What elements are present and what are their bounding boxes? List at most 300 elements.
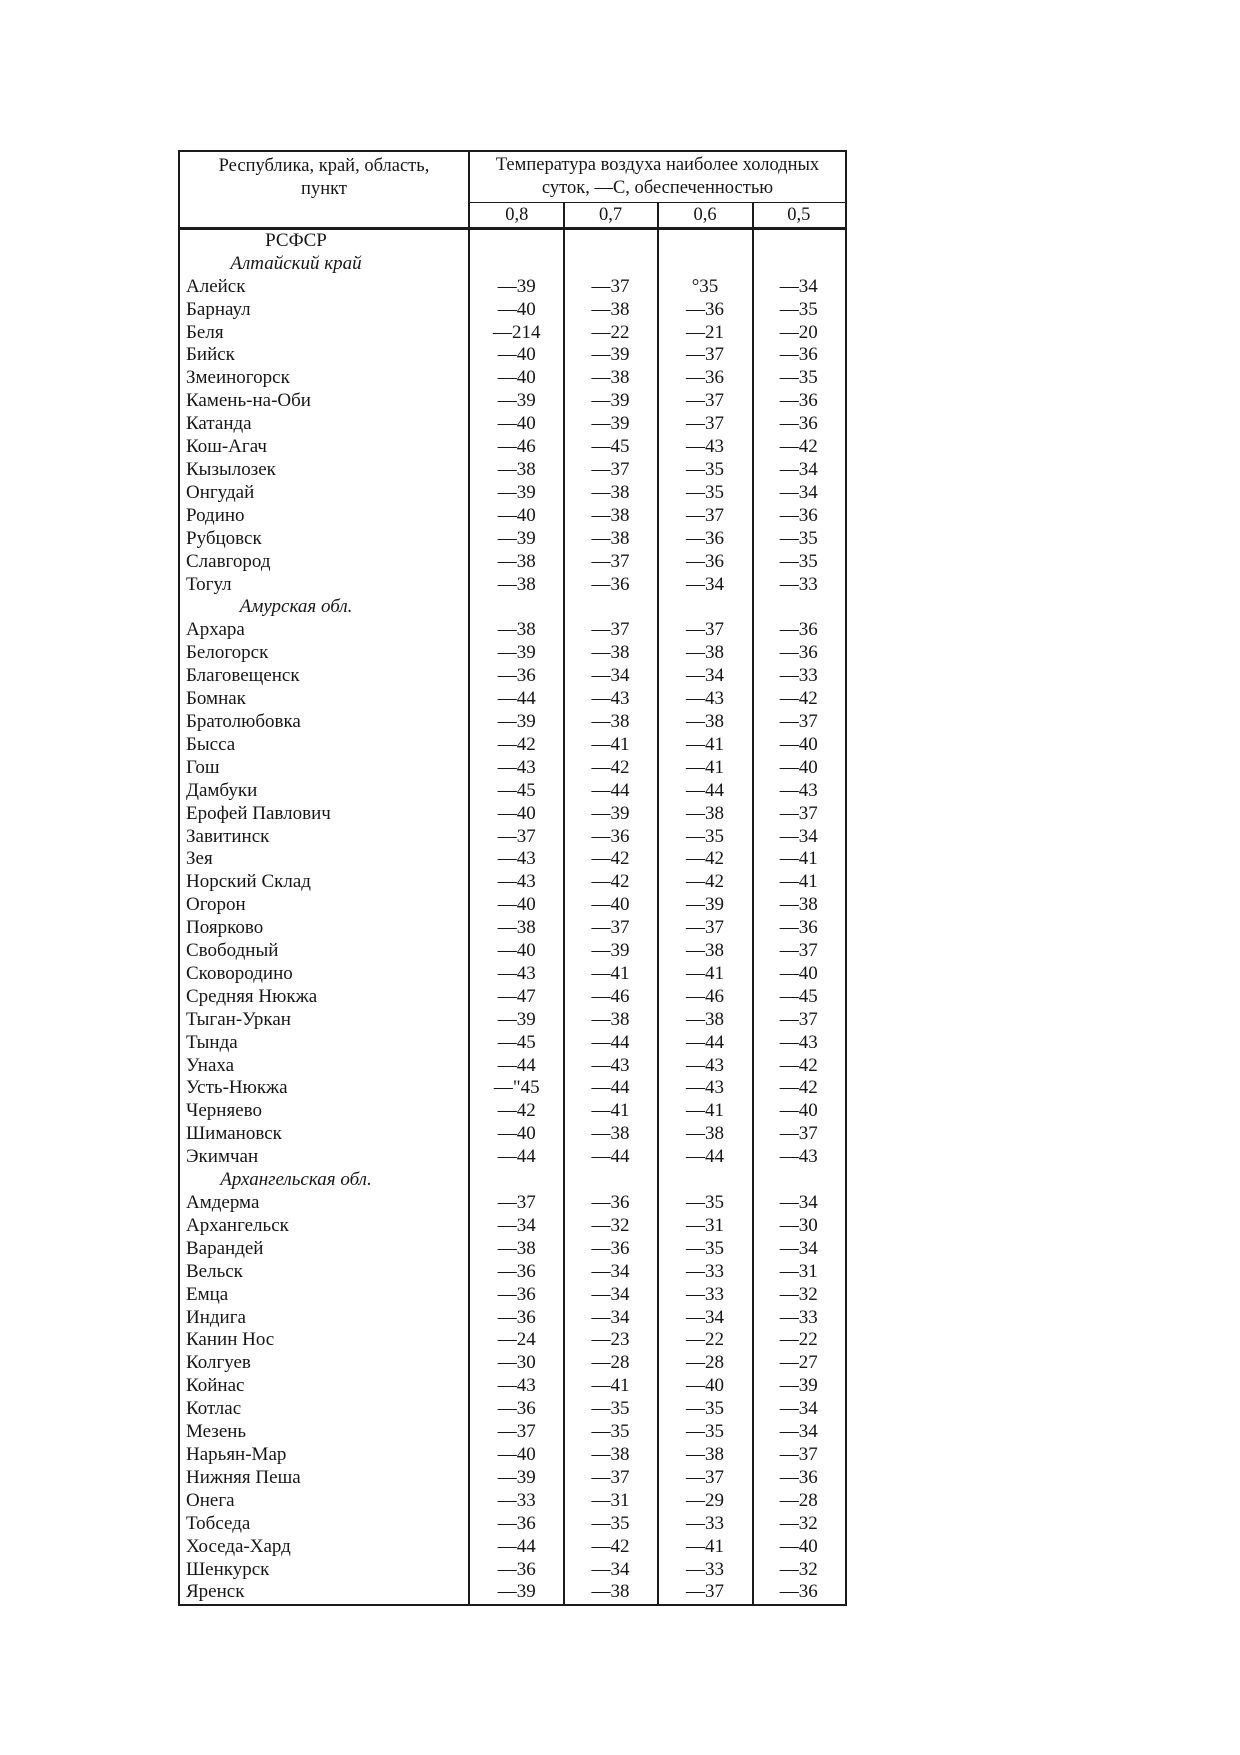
temp-value-0_5: —40: [779, 756, 818, 778]
temp-value-0_8: —36: [497, 1306, 536, 1328]
temp-value-0_5: —40: [779, 962, 818, 984]
temp-value-0_7: —43: [591, 688, 630, 710]
temp-value-0_6: —37: [686, 504, 724, 526]
table-row: [180, 367, 845, 390]
station-name: Тыган-Уркан: [186, 1008, 291, 1030]
temp-value-0_6: —34: [686, 665, 724, 687]
temp-value-0_8: —36: [497, 1398, 536, 1420]
group-label: Алтайский край: [230, 252, 362, 274]
station-name: Дамбуки: [186, 779, 258, 801]
column-header-temperature-line1: Температура воздуха наиболее холодных: [495, 155, 820, 175]
temp-value-0_7: —31: [591, 1489, 630, 1511]
temp-value-0_8: —44: [497, 1535, 536, 1557]
temp-value-0_8: —39: [497, 1581, 536, 1603]
temp-value-0_5: —27: [779, 1352, 818, 1374]
temp-value-0_5: —45: [779, 985, 818, 1007]
table-row: [180, 504, 845, 527]
temp-value-0_5: —37: [779, 802, 818, 824]
temp-value-0_6: °35: [691, 275, 719, 297]
temp-value-0_8: —43: [497, 848, 536, 870]
table-row: [180, 1054, 845, 1077]
table-row: [180, 642, 845, 665]
table-row: [180, 1535, 845, 1558]
station-name: Вельск: [186, 1260, 243, 1282]
temp-value-0_7: —44: [591, 1077, 630, 1099]
station-name: Колгуев: [186, 1352, 251, 1374]
table-row: [180, 825, 845, 848]
temp-value-0_7: —38: [591, 1123, 630, 1145]
table-row: [180, 1466, 845, 1489]
temp-value-0_7: —39: [591, 413, 630, 435]
temp-value-0_5: —37: [779, 1123, 818, 1145]
table-row: [180, 1146, 845, 1169]
subsection-row: [180, 1169, 845, 1192]
temp-value-0_8: —40: [497, 413, 536, 435]
temp-value-0_7: —37: [591, 619, 630, 641]
temp-value-0_6: —29: [686, 1489, 724, 1511]
table-row: [180, 1421, 845, 1444]
temp-value-0_5: —34: [779, 275, 818, 297]
temp-value-0_8: —40: [497, 344, 536, 366]
table-row: [180, 1581, 845, 1604]
temp-value-0_6: —38: [686, 642, 724, 664]
temp-value-0_6: —28: [686, 1352, 724, 1374]
station-name: Нижняя Пеша: [186, 1466, 301, 1488]
temp-value-0_8: —39: [497, 642, 536, 664]
table-row: [180, 1192, 845, 1215]
temp-value-0_7: —36: [591, 1237, 630, 1259]
temp-value-0_7: —39: [591, 940, 630, 962]
table-row: [180, 733, 845, 756]
temp-value-0_7: —38: [591, 367, 630, 389]
temp-value-0_8: —43: [497, 1375, 536, 1397]
table-row: [180, 1512, 845, 1535]
temp-value-0_7: —36: [591, 1192, 630, 1214]
temp-value-0_8: —37: [497, 825, 536, 847]
station-name: Черняево: [186, 1100, 262, 1122]
temp-value-0_8: —38: [497, 619, 536, 641]
temp-value-0_6: —31: [686, 1214, 724, 1236]
temp-value-0_5: —36: [779, 642, 818, 664]
station-name: Змеиногорск: [186, 367, 290, 389]
temp-value-0_6: —41: [686, 962, 724, 984]
station-name: Шимановск: [186, 1123, 282, 1145]
temp-value-0_8: —24: [497, 1329, 536, 1351]
temp-value-0_6: —35: [686, 825, 724, 847]
temp-value-0_6: —37: [686, 1581, 724, 1603]
table-row: [180, 894, 845, 917]
temp-value-0_8: —39: [497, 481, 536, 503]
temp-value-0_7: —38: [591, 710, 630, 732]
temp-value-0_6: —41: [686, 1100, 724, 1122]
temp-value-0_8: —42: [497, 1100, 536, 1122]
station-name: Нарьян-Мар: [186, 1443, 287, 1465]
station-name: Шенкурск: [186, 1558, 270, 1580]
temp-value-0_5: —40: [779, 1535, 818, 1557]
probability-header-0_6: 0,6: [693, 204, 717, 225]
temp-value-0_6: —38: [686, 940, 724, 962]
station-name: Бомнак: [186, 688, 246, 710]
temp-value-0_8: —38: [497, 1237, 536, 1259]
temp-value-0_7: —32: [591, 1214, 630, 1236]
temp-value-0_6: —33: [686, 1512, 724, 1534]
station-name: Свободный: [186, 940, 279, 962]
table-row: [180, 298, 845, 321]
station-name: Белогорск: [186, 642, 269, 664]
table-row: [180, 1283, 845, 1306]
table-row: [180, 1237, 845, 1260]
temp-value-0_7: —44: [591, 1146, 630, 1168]
table-row: [180, 1558, 845, 1581]
temp-value-0_5: —33: [779, 573, 818, 595]
station-name: Усть-Нюкжа: [186, 1077, 288, 1099]
subsection-row: [180, 596, 845, 619]
temp-value-0_6: —37: [686, 390, 724, 412]
station-name: Поярково: [186, 917, 264, 939]
temp-value-0_7: —36: [591, 573, 630, 595]
temp-value-0_7: —23: [591, 1329, 630, 1351]
temp-value-0_6: —44: [686, 1031, 724, 1053]
temp-value-0_8: —44: [497, 1146, 536, 1168]
temp-value-0_5: —36: [779, 917, 818, 939]
temp-value-0_8: —37: [497, 1192, 536, 1214]
temp-value-0_8: —30: [497, 1352, 536, 1374]
table-row: [180, 1375, 845, 1398]
temp-value-0_5: —35: [779, 550, 818, 572]
group-label: РСФСР: [265, 229, 327, 251]
station-name: Яренск: [186, 1581, 245, 1603]
temp-value-0_5: —42: [779, 1077, 818, 1099]
temp-value-0_5: —31: [779, 1260, 818, 1282]
temp-value-0_8: —214: [493, 321, 541, 343]
temp-value-0_8: —44: [497, 688, 536, 710]
temp-value-0_6: —43: [686, 688, 724, 710]
column-header-region: [180, 152, 468, 204]
temp-value-0_8: —39: [497, 275, 536, 297]
station-name: Тогул: [186, 573, 232, 595]
temp-value-0_6: —22: [686, 1329, 724, 1351]
temp-value-0_6: —35: [686, 1398, 724, 1420]
temp-value-0_5: —33: [779, 1306, 818, 1328]
probability-header-0_5: 0,5: [787, 204, 811, 225]
temp-value-0_7: —41: [591, 733, 630, 755]
table-row: [180, 344, 845, 367]
station-name: Братолюбовка: [186, 710, 301, 732]
probability-header-0_8: 0,8: [505, 204, 529, 225]
temp-value-0_8: —45: [497, 779, 536, 801]
temp-value-0_7: —38: [591, 642, 630, 664]
temp-value-0_6: —44: [686, 1146, 724, 1168]
temp-value-0_7: —37: [591, 550, 630, 572]
temp-value-0_8: —40: [497, 1443, 536, 1465]
temp-value-0_8: —40: [497, 940, 536, 962]
temp-value-0_6: —36: [686, 550, 724, 572]
temp-value-0_6: —36: [686, 298, 724, 320]
temp-value-0_7: —37: [591, 917, 630, 939]
temp-value-0_8: —36: [497, 665, 536, 687]
temp-value-0_7: —41: [591, 1375, 630, 1397]
temp-value-0_5: —35: [779, 298, 818, 320]
temp-value-0_7: —35: [591, 1512, 630, 1534]
station-name: Канин Нос: [186, 1329, 275, 1351]
column-header-temperature-line2: суток, —С, обеспеченностью: [541, 178, 774, 198]
temp-value-0_5: —42: [779, 436, 818, 458]
temp-value-0_5: —32: [779, 1512, 818, 1534]
temp-value-0_8: —34: [497, 1214, 536, 1236]
temp-value-0_7: —42: [591, 848, 630, 870]
temp-value-0_6: —33: [686, 1260, 724, 1282]
temp-value-0_8: —36: [497, 1260, 536, 1282]
station-name: Кызылозек: [186, 459, 276, 481]
temp-value-0_8: —39: [497, 390, 536, 412]
temp-value-0_6: —41: [686, 733, 724, 755]
station-name: Бысса: [186, 733, 236, 755]
table-row: [180, 963, 845, 986]
temp-value-0_6: —37: [686, 917, 724, 939]
temp-value-0_6: —41: [686, 1535, 724, 1557]
station-name: Архангельск: [186, 1214, 289, 1236]
station-name: Архара: [186, 619, 245, 641]
table-row: [180, 481, 845, 504]
temp-value-0_7: —42: [591, 756, 630, 778]
table-row: [180, 1260, 845, 1283]
temp-value-0_6: —37: [686, 619, 724, 641]
temp-value-0_7: —41: [591, 962, 630, 984]
station-name: Камень-на-Оби: [186, 390, 311, 412]
temperature-table: [178, 150, 847, 1606]
temp-value-0_7: —39: [591, 390, 630, 412]
temp-value-0_8: —40: [497, 894, 536, 916]
station-name: Экимчан: [186, 1146, 259, 1168]
temp-value-0_6: —40: [686, 1375, 724, 1397]
table-row: [180, 1100, 845, 1123]
station-name: Гош: [186, 756, 220, 778]
station-name: Амдерма: [186, 1192, 260, 1214]
temp-value-0_7: —46: [591, 985, 630, 1007]
temp-value-0_7: —36: [591, 825, 630, 847]
table-row: [180, 779, 845, 802]
table-divider-horizontal: [470, 202, 845, 203]
temp-value-0_7: —28: [591, 1352, 630, 1374]
table-row: [180, 1306, 845, 1329]
temp-value-0_7: —38: [591, 527, 630, 549]
temp-value-0_5: —37: [779, 940, 818, 962]
table-row: [180, 688, 845, 711]
temp-value-0_6: —38: [686, 802, 724, 824]
table-row: [180, 940, 845, 963]
table-row: [180, 619, 845, 642]
temp-value-0_8: —40: [497, 504, 536, 526]
station-name: Тында: [186, 1031, 238, 1053]
temp-value-0_6: —37: [686, 413, 724, 435]
station-name: Индига: [186, 1306, 246, 1328]
temp-value-0_5: —34: [779, 1237, 818, 1259]
station-name: Беля: [186, 321, 224, 343]
table-row: [180, 985, 845, 1008]
table-row: [180, 527, 845, 550]
temp-value-0_8: —39: [497, 710, 536, 732]
station-name: Унаха: [186, 1054, 235, 1076]
temp-value-0_6: —35: [686, 1192, 724, 1214]
table-row: [180, 1352, 845, 1375]
temp-value-0_8: —40: [497, 298, 536, 320]
temp-value-0_8: —38: [497, 573, 536, 595]
temp-value-0_5: —41: [779, 848, 818, 870]
station-name: Кош-Агач: [186, 436, 267, 458]
temp-value-0_6: —43: [686, 1054, 724, 1076]
temp-value-0_6: —35: [686, 1237, 724, 1259]
temp-value-0_6: —34: [686, 573, 724, 595]
temp-value-0_7: —40: [591, 894, 630, 916]
temp-value-0_5: —28: [779, 1489, 818, 1511]
temp-value-0_8: —38: [497, 459, 536, 481]
temp-value-0_5: —34: [779, 481, 818, 503]
station-name: Рубцовск: [186, 527, 262, 549]
table-row: [180, 1444, 845, 1467]
temp-value-0_8: —39: [497, 1466, 536, 1488]
temp-value-0_8: —43: [497, 871, 536, 893]
temp-value-0_6: —46: [686, 985, 724, 1007]
temp-value-0_8: —47: [497, 985, 536, 1007]
table-row: [180, 665, 845, 688]
table-row: [180, 1031, 845, 1054]
temp-value-0_6: —33: [686, 1558, 724, 1580]
temp-value-0_8: —39: [497, 527, 536, 549]
station-name: Норский Склад: [186, 871, 311, 893]
probability-header-0_7: 0,7: [598, 204, 623, 225]
temp-value-0_8: —36: [497, 1558, 536, 1580]
temp-value-0_8: —37: [497, 1421, 536, 1443]
temp-value-0_8: —44: [497, 1054, 536, 1076]
station-name: Катанда: [186, 413, 252, 435]
temp-value-0_5: —22: [779, 1329, 818, 1351]
temp-value-0_8: —40: [497, 1123, 536, 1145]
temp-value-0_6: —37: [686, 1466, 724, 1488]
temp-value-0_8: —36: [497, 1512, 536, 1534]
temp-value-0_5: —32: [779, 1558, 818, 1580]
column-header-region-line2: пункт: [301, 179, 347, 199]
temp-value-0_8: —46: [497, 436, 536, 458]
station-name: Котлас: [186, 1398, 242, 1420]
temp-value-0_6: —21: [686, 321, 724, 343]
temp-value-0_7: —41: [591, 1100, 630, 1122]
temp-value-0_8: —40: [497, 367, 536, 389]
temp-value-0_6: —41: [686, 756, 724, 778]
temp-value-0_6: —38: [686, 710, 724, 732]
temp-value-0_5: —34: [779, 1192, 818, 1214]
station-name: Барнаул: [186, 298, 251, 320]
column-header-temperature: [470, 152, 845, 202]
temp-value-0_7: —44: [591, 1031, 630, 1053]
subsection-row: [180, 252, 845, 275]
temp-value-0_6: —43: [686, 436, 724, 458]
temp-value-0_5: —43: [779, 779, 818, 801]
temp-value-0_7: —44: [591, 779, 630, 801]
temp-value-0_8: —38: [497, 550, 536, 572]
temp-value-0_5: —41: [779, 871, 818, 893]
table-row: [180, 1077, 845, 1100]
temp-value-0_7: —39: [591, 344, 630, 366]
temp-value-0_7: —34: [591, 665, 630, 687]
temp-value-0_7: —38: [591, 481, 630, 503]
station-name: Благовещенск: [186, 665, 300, 687]
temp-value-0_7: —34: [591, 1558, 630, 1580]
table-row: [180, 1398, 845, 1421]
temp-value-0_5: —37: [779, 1008, 818, 1030]
temp-value-0_6: —34: [686, 1306, 724, 1328]
table-row: [180, 871, 845, 894]
temp-value-0_5: —36: [779, 413, 818, 435]
temp-value-0_7: —34: [591, 1283, 630, 1305]
station-name: Зея: [186, 848, 213, 870]
station-name: Емца: [186, 1283, 229, 1305]
temp-value-0_6: —38: [686, 1123, 724, 1145]
temp-value-0_7: —34: [591, 1306, 630, 1328]
table-row: [180, 756, 845, 779]
temp-value-0_7: —45: [591, 436, 630, 458]
station-name: Ерофей Павлович: [186, 802, 331, 824]
temp-value-0_6: —42: [686, 871, 724, 893]
temp-value-0_7: —22: [591, 321, 630, 343]
temp-value-0_8: —39: [497, 1008, 536, 1030]
table-row: [180, 413, 845, 436]
temp-value-0_8: —"45: [493, 1077, 540, 1099]
table-row: [180, 848, 845, 871]
temp-value-0_8: —40: [497, 802, 536, 824]
temp-value-0_5: —35: [779, 367, 818, 389]
temp-value-0_6: —33: [686, 1283, 724, 1305]
table-row: [180, 1008, 845, 1031]
temp-value-0_5: —37: [779, 1443, 818, 1465]
temp-value-0_8: —42: [497, 733, 536, 755]
temp-value-0_5: —34: [779, 459, 818, 481]
temp-value-0_5: —36: [779, 344, 818, 366]
station-name: Завитинск: [186, 825, 270, 847]
temp-value-0_5: —30: [779, 1214, 818, 1236]
temp-value-0_6: —43: [686, 1077, 724, 1099]
temp-value-0_6: —37: [686, 344, 724, 366]
table-row: [180, 321, 845, 344]
station-name: Онега: [186, 1489, 235, 1511]
station-name: Алейск: [186, 275, 246, 297]
temp-value-0_6: —44: [686, 779, 724, 801]
temp-value-0_6: —35: [686, 459, 724, 481]
temp-value-0_7: —42: [591, 1535, 630, 1557]
temp-value-0_7: —37: [591, 459, 630, 481]
station-name: Хоседа-Хард: [186, 1535, 291, 1557]
section-row: [180, 230, 845, 253]
table-row: [180, 459, 845, 482]
temp-value-0_5: —39: [779, 1375, 818, 1397]
table-body: [180, 230, 845, 1605]
table-row: [180, 275, 845, 298]
table-row: [180, 1489, 845, 1512]
temp-value-0_5: —34: [779, 1421, 818, 1443]
temp-value-0_5: —33: [779, 665, 818, 687]
temp-value-0_6: —39: [686, 894, 724, 916]
temp-value-0_8: —36: [497, 1283, 536, 1305]
temp-value-0_8: —43: [497, 756, 536, 778]
temp-value-0_8: —45: [497, 1031, 536, 1053]
temp-value-0_6: —36: [686, 367, 724, 389]
temp-value-0_6: —35: [686, 481, 724, 503]
station-name: Тобседа: [186, 1512, 251, 1534]
station-name: Средняя Нюкжа: [186, 985, 318, 1007]
temp-value-0_5: —40: [779, 1100, 818, 1122]
temp-value-0_5: —32: [779, 1283, 818, 1305]
station-name: Варандей: [186, 1237, 264, 1259]
group-label: Архангельская обл.: [220, 1169, 372, 1191]
